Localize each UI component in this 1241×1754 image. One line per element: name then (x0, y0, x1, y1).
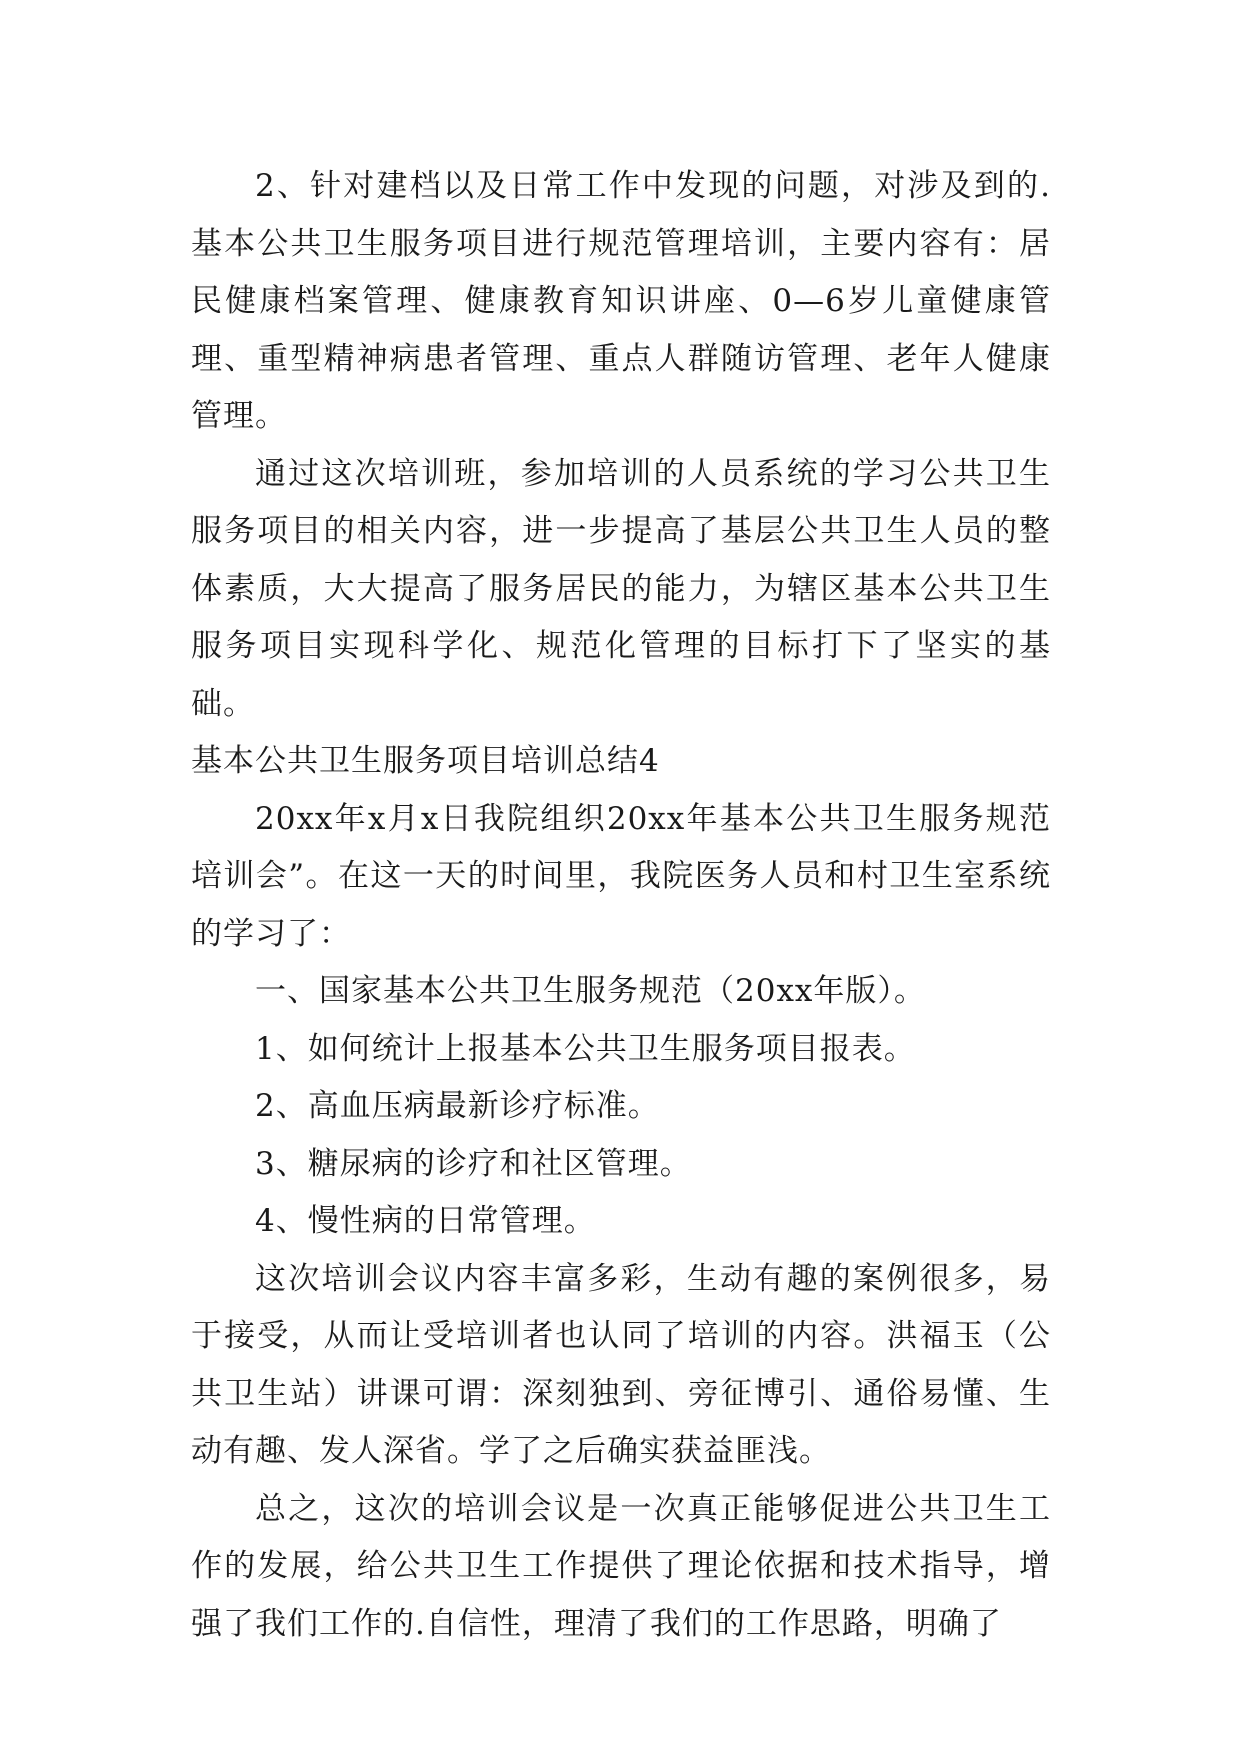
paragraph-intro: 20xx年x月x日我院组织20xx年基本公共卫生服务规范培训会”。在这一天的时间里，我院医务人员和村卫生室系统的学习了： (191, 800, 1051, 952)
paragraph-conclusion: 总之，这次的培训会议是一次真正能够促进公共卫生工作的发展，给公共卫生工作提供了理论依据和技术指导，增强了我们工作的.自信性，理清了我们的工作思路，明确了 (191, 1490, 1051, 1642)
list-item: 4、慢性病的日常管理。 (255, 1203, 596, 1239)
document-body (191, 158, 1051, 1653)
paragraph-training-outcome: 通过这次培训班，参加培训的人员系统的学习公共卫生服务项目的相关内容，进一步提高了基层公共卫生人员的整体素质，大大提高了服务居民的能力，为辖区基本公共卫生服务项目实现科学化、规范化管理的目标打下了坚实的基础。 (191, 455, 1051, 722)
paragraph-evaluation: 这次培训会议内容丰富多彩，生动有趣的案例很多，易于接受，从而让受培训者也认同了培训的内容。洪福玉（公共卫生站）讲课可谓：深刻独到、旁征博引、通俗易懂、生动有趣、发人深省。学了之后确实获益匪浅。 (191, 1260, 1051, 1469)
paragraph-training-content: 2、针对建档以及日常工作中发现的问题，对涉及到的.基本公共卫生服务项目进行规范管理培训，主要内容有：居民健康档案管理、健康教育知识讲座、0—6岁儿童健康管理、重型精神病患者管理、重点人群随访管理、老年人健康管理。 (191, 168, 1051, 434)
list-item: 3、糖尿病的诊疗和社区管理。 (255, 1145, 692, 1182)
list-item: 一、国家基本公共卫生服务规范（20xx年版）。 (255, 973, 926, 1009)
section-heading: 基本公共卫生服务项目培训总结4 (191, 743, 660, 779)
list-item: 1、如何统计上报基本公共卫生服务项目报表。 (255, 1030, 916, 1067)
list-item: 2、高血压病最新诊疗标准。 (255, 1088, 660, 1124)
